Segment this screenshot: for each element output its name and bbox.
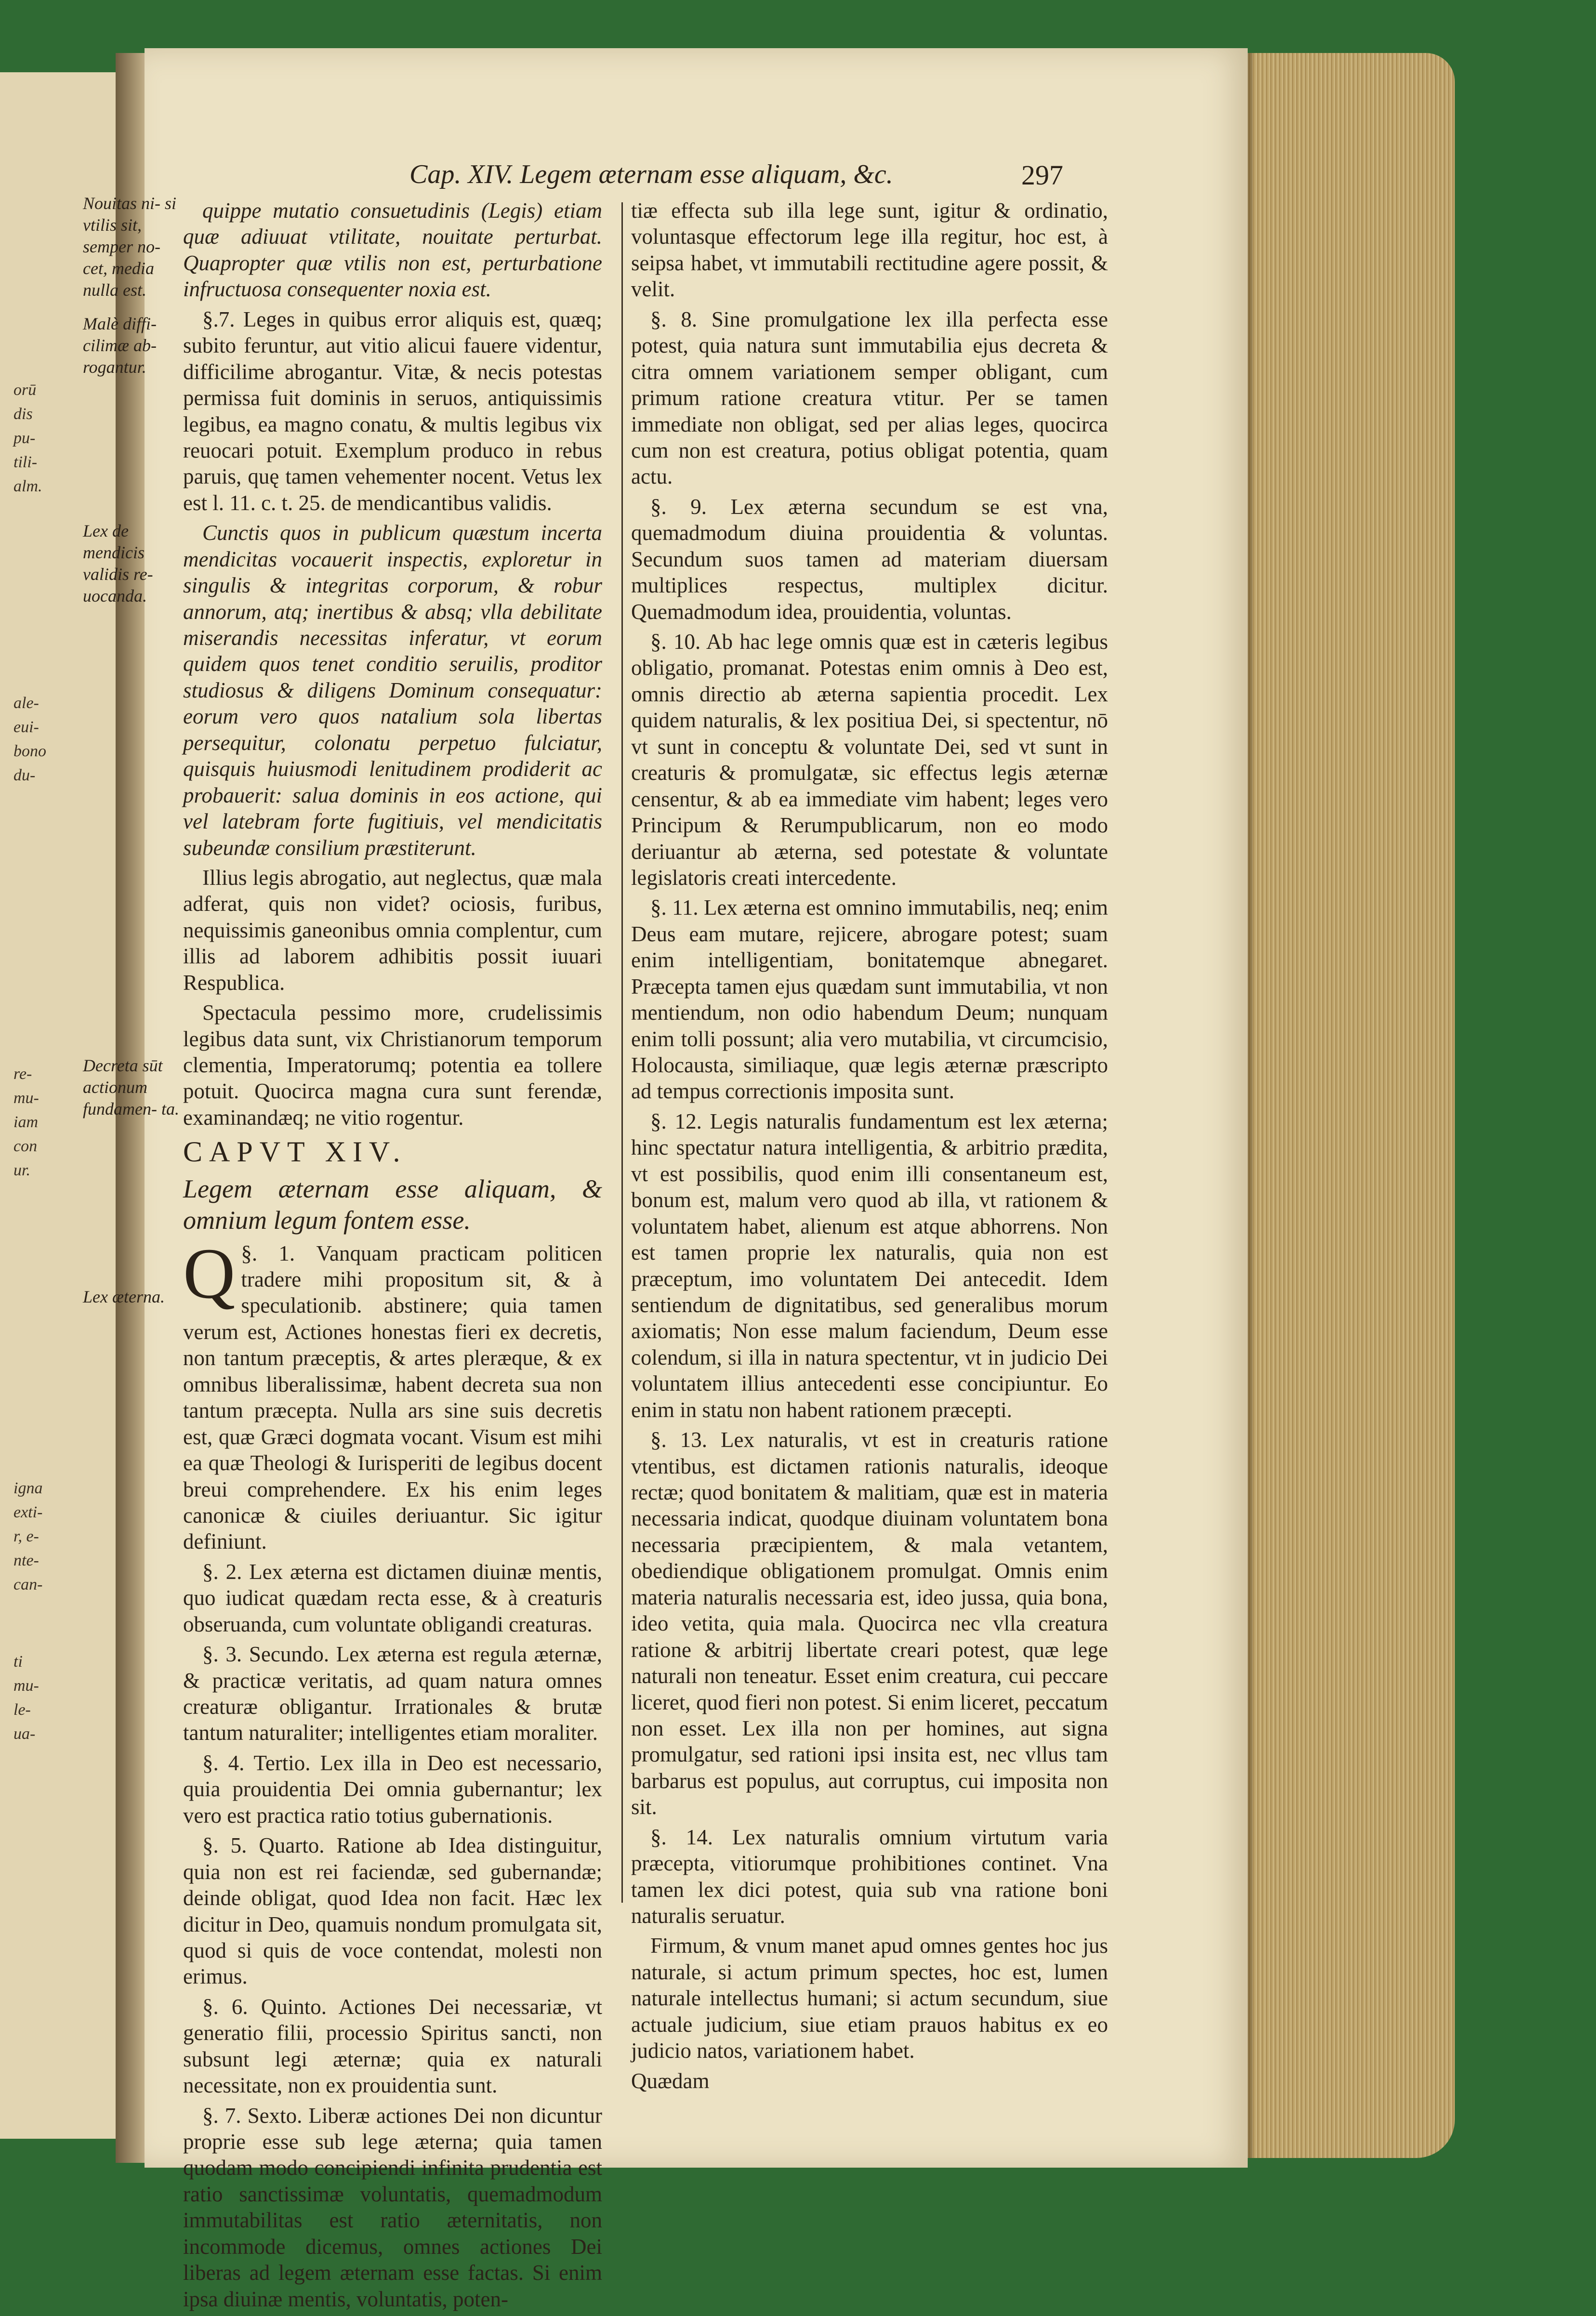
paragraph: §. 5. Quarto. Ratione ab Idea distinguitur, quia non est rei faciendæ, sed gubernandæ; deinde obligat, quod Idea non facit. Hæc lex dicitur in Deo, quamuis nondum promulgata sit, quod si quis de voce contendat, molesti non erimus. xyxy=(183,1833,602,1989)
paragraph: quippe mutatio consuetudinis (Legis) etiam quæ adiuuat vtilitate, nouitate perturbat. Quapropter quæ vtilis non est, perturbatione infructuosa consequenter noxia est. xyxy=(183,198,602,302)
left-fragment: iam xyxy=(13,1113,38,1131)
left-fragment: nte- xyxy=(13,1552,39,1569)
paragraph: §. 6. Quinto. Actiones Dei necessariæ, vt generatio filii, processio Spiritus sancti, non subsunt legi æternæ; quia ex naturali necessitate, non ex prouidentia sunt. xyxy=(183,1994,602,2098)
left-fragment: pu- xyxy=(13,429,36,447)
column-rule xyxy=(621,202,623,1903)
left-fragment: mu- xyxy=(13,1677,39,1695)
left-fragment: alm. xyxy=(13,477,42,495)
left-column xyxy=(183,197,602,2316)
left-fragment: igna xyxy=(13,1479,43,1497)
paragraph: §. 8. Sine promulgatione lex illa perfecta esse potest, quia natura sunt immutabilia ejus decreta & citra omnem variationem semper obligant, cum primum ratione creatura vtitur. Per se tamen immediate non obligat, sed per alias leges, quocirca cum non est creatura, potius obligat potentia, quam actu. xyxy=(631,307,1108,489)
left-fragment: mu- xyxy=(13,1089,39,1107)
paragraph: Spectacula pessimo more, crudelissimis legibus data sunt, vix Christianorum temporum clementia, Imperatorumq; potentia ea tollere potuit. Quocirca magna cura sunt ferendæ, examinandæq; ne vitio rogentur. xyxy=(183,1000,602,1130)
left-fragment: tili- xyxy=(13,453,38,471)
left-fragment: re- xyxy=(13,1065,32,1083)
paragraph-quotation: Cunctis quos in publicum quæstum incerta mendicitas vocauerit inspectis, exploretur in singulis & integritas corporum, & robur annorum, atq; inertibus & absq; vlla debilitate miserandis necessitas inferatur, vt eorum quidem quos tenet conditio seruilis, proditor studiosus & diligens Dominum consequatur: eorum vero quos natalium sola libertas persequitur, colonatu perpetuo fulciatur, quisquis huiusmodi lenitudinem prodiderit ac probauerit: salua dominis in eos actione, qui vel latebram forte fugitiuis, vel mendicitatis subeundæ consilium præstiterunt. xyxy=(183,521,602,860)
paragraph: Firmum, & vnum manet apud omnes gentes hoc jus naturale, si actum primum spectes, hoc est, lumen naturale intellectus humani; si actum secundum, siue actuale judicium, siue etiam prauos habitus ex eo judicio natos, variationem habet. xyxy=(631,1934,1108,2063)
left-fragment: ur. xyxy=(13,1161,30,1179)
left-fragment: ti xyxy=(13,1653,23,1671)
right-column xyxy=(631,197,1108,2098)
paragraph: Illius legis abrogatio, aut neglectus, quæ mala adferat, quis non videt? ociosis, furibus, nequissimis ganeonibus omnia complentur, cum illis ad laborem adhibitis possit iuuari Respublica. xyxy=(183,865,602,995)
left-fragment: ale- xyxy=(13,694,39,712)
paragraph: §. 2. Lex æterna est dictamen diuinæ mentis, quo iudicat quædam recta esse, & à creaturis obseruanda, cum voluntate obligandi creaturas. xyxy=(183,1559,602,1636)
paragraph: §.7. Leges in quibus error aliquis est, quæq; subito feruntur, aut vitio alicui fauere videntur, difficilime abrogantur. Vitæ, & necis potestas permissa fuit dominis in seruos, antiquissimis legibus, ea magno conatu, & multis legibus vix reuocari potuit. Exemplum produco in rebus paruis, quę tamen vehementer nocent. Vetus lex est l. 11. c. t. 25. de mendicantibus validis. xyxy=(183,307,602,515)
catchword: Quædam xyxy=(631,2068,710,2093)
paragraph: §. 4. Tertio. Lex illa in Deo est necessario, quia prouidentia Dei omnia gubernantur; lex vero est practica ratio totius gubernationis. xyxy=(183,1750,602,1828)
paragraph: §. 12. Legis naturalis fundamentum est lex æterna; hinc spectatur natura intelligentia, & arbitrio prædita, vt est possibilis, quod enim illi consentaneum est, bonum est, malum vero quod ab illa, vt rationem & voluntatem habet, alienum est atque abhorrens. Non est tamen proprie lex naturalis, quia non est præceptum, imo voluntatem Dei antecedit. Idem sentiendum de dignitatibus, sed generalibus morum axiomatis; Non esse malum faciendum, Deum esse colendum, si illa in natura spectentur, vt in judicio Dei voluntatem illius antecedenti esse concipiuntur. Eo enim in statu non habent rationem præcepti. xyxy=(631,1109,1108,1422)
drop-cap: Q xyxy=(183,1233,236,1314)
running-head: Cap. XIV. Legem æternam esse aliquam, &c. xyxy=(409,159,893,189)
left-fragment: ua- xyxy=(13,1725,36,1743)
paragraph: §. 10. Ab hac lege omnis quæ est in cæteris legibus obligatio, promanat. Potestas enim omnis à Deo est, omnis directio ab æterna sapientia procedit. Lex quidem naturalis, & lex positiua Dei, si spectentur, nō vt sunt in conceptu & voluntate Dei, sed vt sunt in creaturis & promulgatæ, sic effectus legis æternæ censentur, & ab ea immediate vim habent; leges vero Principum & Rerumpublicarum, non eo modo deriuantur ab æterna, sed potestate & voluntate legislatoris creati intercedente. xyxy=(631,630,1108,890)
left-fragment: con xyxy=(13,1137,38,1155)
left-fragment: r, e- xyxy=(13,1527,39,1545)
paragraph: §. 7. Sexto. Liberæ actiones Dei non dicuntur proprie esse sub lege æterna; quia tamen quodam modo concipiendi infinita prudentia est ratio sanctissimæ voluntatis, quemadmodum immutabilitas est ratio æternitatis, non incommode dicemus, omnes actiones Dei liberas ad legem æternam esse factas. Si enim ipsa diuinæ mentis, voluntatis, poten- xyxy=(183,2103,602,2311)
left-fragment: du- xyxy=(13,766,36,784)
margin-note: Lex æterna. xyxy=(83,1287,165,1306)
paragraph: Vanquam practicam politicen tradere mihi propositum sit, & à speculationib. abstinere; quia tamen verum est, Actiones honestas fieri ex decretis, non tantum præceptis, & artes pleræque, & ex omnibus liberalissimæ, habent decreta sua non tantum præcepta. Nulla ars sine suis decretis est, quæ Græci dogmata vocant. Visum est mihi ea quæ Theologi & Iurisperiti de legibus docent breui comprehendere. Ex his enim leges canonicæ & ciuiles deriuantur. Sic igitur definiunt. xyxy=(183,1241,602,1554)
paragraph: §. 9. Lex æterna secundum se est vna, quemadmodum diuina prouidentia & voluntas. Secundum suos tamen ad materiam diuersam multiplices respectus, multiplex dicitur. Quemadmodum idea, prouidentia, voluntas. xyxy=(631,494,1108,624)
chapter-subtitle: Legem æternam esse aliquam, & omnium legum fontem esse. xyxy=(183,1174,602,1235)
left-fragment: orū xyxy=(13,381,37,399)
page-number: 297 xyxy=(1021,159,1063,191)
paragraph: §. 13. Lex naturalis, vt est in creaturis ratione vtentibus, est dictamen rationis naturalis, ideoque rectæ; quod bonitatem & malitiam, quæ est in materia necessaria indicat, quodque diuinam voluntatem bona necessaria præcipientem, & mala vetantem, obediendique obligationem promulgat. Omnis enim materia naturalis necessaria est, ideo jussa, quia bona, ideo vetita, quia mala. Quocirca nec vlla creatura ratione & arbitrij libertate creari potest, quæ lege naturali non teneatur. Esset enim creatura, cui peccare liceret, quod fieri non potest. Si enim liceret, peccatum non esset. Lex illa non per homines, aut signa promulgatur, sed rationi ipsi insita est, nec vllus tam barbarus est populus, aut corruptus, cui imposita non sit. xyxy=(631,1428,1108,1819)
left-fragment: le- xyxy=(13,1701,31,1719)
left-fragment: dis xyxy=(13,405,33,423)
paragraph: §. 3. Secundo. Lex æterna est regula æternæ, & practicæ veritatis, ad quam natura omnes creaturæ obligantur. Irrationales & brutæ tantum naturaliter; intelligentes etiam moraliter. xyxy=(183,1642,602,1745)
paragraph: §. 14. Lex naturalis omnium virtutum varia præcepta, vitiorumque prohibitiones continet. Vna tamen lex dici potest, quia sub vna ratione boni naturalis seruatur. xyxy=(631,1825,1108,1928)
page-block-edge xyxy=(1233,53,1455,2158)
chapter-title: CAPVT XIV. xyxy=(183,1136,407,1168)
left-fragment: eui- xyxy=(13,718,39,736)
left-fragment: exti- xyxy=(13,1503,43,1521)
margin-note: Nouitas ni- si vtilis sit, semper no- cet, media nulla est. xyxy=(83,194,177,300)
paragraph: tiæ effecta sub illa lege sunt, igitur & ordinatio, voluntasque effectorum lege illa regitur, hoc est, à seipsa habet, vt immutabili rectitudine agere possit, & velit. xyxy=(631,198,1108,302)
left-fragment: bono xyxy=(13,742,46,760)
left-fragment: can- xyxy=(13,1576,43,1593)
section-label: §. 1. xyxy=(241,1241,295,1265)
margin-note: Malè diffi- cilimæ ab- rogantur. xyxy=(83,314,157,377)
paragraph: §. 11. Lex æterna est omnino immutabilis, neq; enim Deus eam mutare, rejicere, abrogare potest; suam enim intelligentiam, bonitatemque abnegaret. Præcepta tamen ejus quædam sunt immutabilia, vt non mentiendum, non odio habendum Deum; nunquam enim tolli possunt; alia vero mutabilia, vt circumcisio, Holocausta, similiaque, quæ legis æternæ præscripto ad tempus correctionis imposita sunt. xyxy=(631,895,1108,1104)
margin-note: Decreta sūt actionum fundamen- ta. xyxy=(83,1056,179,1119)
margin-note: Lex de mendicis validis re- uocanda. xyxy=(83,521,153,605)
